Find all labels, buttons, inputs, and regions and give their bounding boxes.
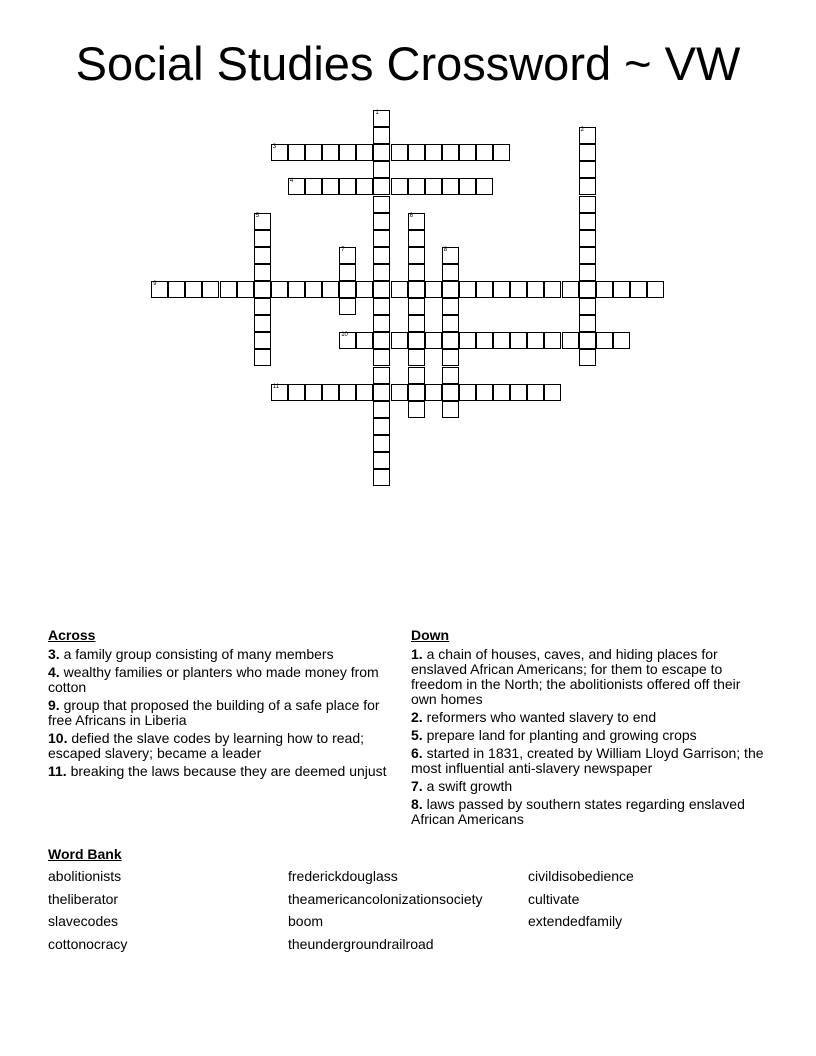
grid-cell[interactable] <box>339 384 356 401</box>
grid-cell[interactable] <box>544 281 561 298</box>
grid-cell[interactable] <box>373 127 390 144</box>
grid-cell[interactable] <box>579 315 596 332</box>
grid-cell[interactable] <box>339 298 356 315</box>
grid-cell[interactable] <box>373 281 390 298</box>
grid-cell[interactable] <box>476 332 493 349</box>
grid-cell[interactable] <box>373 315 390 332</box>
grid-cell[interactable] <box>425 384 442 401</box>
grid-cell[interactable] <box>339 264 356 281</box>
grid-cell[interactable] <box>288 281 305 298</box>
grid-cell[interactable] <box>442 332 459 349</box>
grid-cell[interactable] <box>579 196 596 213</box>
grid-cell[interactable] <box>254 247 271 264</box>
grid-cell[interactable] <box>305 384 322 401</box>
grid-cell[interactable] <box>579 127 596 144</box>
grid-cell[interactable] <box>305 144 322 161</box>
grid-cell[interactable] <box>185 281 202 298</box>
grid-cell[interactable] <box>527 281 544 298</box>
grid-cell[interactable] <box>168 281 185 298</box>
grid-cell[interactable] <box>408 315 425 332</box>
word-bank-column <box>48 868 127 958</box>
across-clue: 9. group that proposed the building of a safe place for free Africans in Liberia <box>48 697 380 728</box>
grid-cell[interactable] <box>425 332 442 349</box>
grid-cell[interactable] <box>373 469 390 486</box>
grid-cell[interactable] <box>442 349 459 366</box>
grid-cell[interactable] <box>442 264 459 281</box>
grid-cell[interactable] <box>408 367 425 384</box>
grid-cell[interactable] <box>579 332 596 349</box>
grid-cell[interactable] <box>391 281 408 298</box>
grid-cell[interactable] <box>613 332 630 349</box>
grid-cell[interactable] <box>442 401 459 418</box>
down-clue: 7. a swift growth <box>411 778 513 794</box>
grid-cell[interactable] <box>373 367 390 384</box>
grid-cell[interactable] <box>476 178 493 195</box>
grid-cell[interactable] <box>373 213 390 230</box>
grid-cell[interactable] <box>373 401 390 418</box>
grid-cell[interactable] <box>305 178 322 195</box>
grid-cell[interactable] <box>408 401 425 418</box>
crossword-grid <box>0 0 816 500</box>
grid-cell[interactable] <box>579 230 596 247</box>
grid-cell[interactable] <box>408 281 425 298</box>
grid-cell[interactable] <box>442 178 459 195</box>
clue-number: 8 <box>443 246 448 253</box>
grid-cell[interactable] <box>579 161 596 178</box>
grid-cell[interactable] <box>271 281 288 298</box>
grid-cell[interactable] <box>493 281 510 298</box>
grid-cell[interactable] <box>408 332 425 349</box>
grid-cell[interactable] <box>373 247 390 264</box>
grid-cell[interactable] <box>493 384 510 401</box>
across-clue: 4. wealthy families or planters who made money from cotton <box>48 664 379 695</box>
grid-cell[interactable] <box>254 315 271 332</box>
grid-cell[interactable] <box>408 264 425 281</box>
grid-cell[interactable] <box>356 281 373 298</box>
clue-number: 9 <box>153 281 157 287</box>
grid-cell[interactable] <box>579 349 596 366</box>
grid-cell[interactable] <box>373 144 390 161</box>
grid-cell[interactable] <box>322 384 339 401</box>
grid-cell[interactable] <box>647 281 664 298</box>
word-bank-item: theliberator <box>48 890 119 907</box>
grid-cell[interactable] <box>373 435 390 452</box>
grid-cell[interactable] <box>271 384 288 401</box>
page-title: Social Studies Crossword ~ VW <box>75 37 741 90</box>
grid-cell[interactable] <box>373 196 390 213</box>
grid-cell[interactable] <box>408 144 425 161</box>
grid-cell[interactable] <box>527 384 544 401</box>
grid-cell[interactable] <box>613 281 630 298</box>
grid-cell[interactable] <box>237 281 254 298</box>
down-clue: 6. started in 1831, created by William Lloyd Garrison; the most influential anti-slavery newspaper <box>411 745 764 776</box>
clue-number: 5 <box>255 212 260 219</box>
grid-cell[interactable] <box>408 178 425 195</box>
word-bank <box>48 846 768 952</box>
grid-cell[interactable] <box>408 213 425 230</box>
grid-cell[interactable] <box>442 315 459 332</box>
clue-number: 3 <box>272 144 277 151</box>
grid-cell[interactable] <box>579 178 596 195</box>
word-bank-item: theamericancolonizationsociety <box>288 890 483 907</box>
word-bank-title: Word Bank <box>48 846 122 862</box>
grid-cell[interactable] <box>476 144 493 161</box>
grid-cell[interactable] <box>373 452 390 469</box>
grid-cell[interactable] <box>630 281 647 298</box>
grid-cell[interactable] <box>544 384 561 401</box>
grid-cell[interactable] <box>510 332 527 349</box>
grid-cell[interactable] <box>322 281 339 298</box>
grid-cell[interactable] <box>544 332 561 349</box>
grid-cell[interactable] <box>596 332 613 349</box>
grid-cell[interactable] <box>562 281 579 298</box>
word-bank-item: frederickdouglass <box>288 868 398 884</box>
clue-number: 10 <box>341 332 348 339</box>
clue-number: 1 <box>375 110 379 116</box>
grid-cell[interactable] <box>408 230 425 247</box>
grid-cell[interactable] <box>425 178 442 195</box>
grid-cell[interactable] <box>442 384 459 401</box>
grid-cell[interactable] <box>459 178 476 195</box>
grid-cell[interactable] <box>596 281 613 298</box>
grid-cell[interactable] <box>408 384 425 401</box>
grid-cell[interactable] <box>373 384 390 401</box>
grid-cell[interactable] <box>442 247 459 264</box>
grid-cell[interactable] <box>579 247 596 264</box>
word-bank-column <box>288 868 483 958</box>
grid-cell[interactable] <box>391 178 408 195</box>
grid-cell[interactable] <box>459 332 476 349</box>
grid-cell[interactable] <box>305 281 322 298</box>
grid-cell[interactable] <box>339 281 356 298</box>
grid-cell[interactable] <box>579 144 596 161</box>
grid-cell[interactable] <box>322 178 339 195</box>
across-clue: 3. a family group consisting of many members <box>48 646 334 662</box>
grid-cell[interactable] <box>476 281 493 298</box>
grid-cell[interactable] <box>408 349 425 366</box>
across-clue: 10. defied the slave codes by learning how to read; escaped slavery; became a leader <box>48 730 364 761</box>
grid-cell[interactable] <box>459 144 476 161</box>
word-bank-column <box>528 868 634 936</box>
grid-cell[interactable] <box>356 178 373 195</box>
grid-cell[interactable] <box>339 178 356 195</box>
grid-cell[interactable] <box>442 144 459 161</box>
down-clues <box>411 628 767 830</box>
grid-cell[interactable] <box>254 332 271 349</box>
grid-cell[interactable] <box>459 384 476 401</box>
grid-cell[interactable] <box>425 144 442 161</box>
across-heading: Across <box>48 627 96 643</box>
grid-cell[interactable] <box>151 281 168 298</box>
grid-cell[interactable] <box>373 230 390 247</box>
word-bank-item: theundergroundrailroad <box>288 935 434 952</box>
grid-cell[interactable] <box>356 384 373 401</box>
grid-cell[interactable] <box>254 349 271 366</box>
grid-cell[interactable] <box>391 384 408 401</box>
grid-cell[interactable] <box>442 298 459 315</box>
grid-cell[interactable] <box>373 178 390 195</box>
grid-cell[interactable] <box>510 281 527 298</box>
grid-cell[interactable] <box>510 384 527 401</box>
clue-number: 6 <box>409 212 413 219</box>
clue-number: 2 <box>580 127 584 134</box>
grid-cell[interactable] <box>373 418 390 435</box>
clue-number: 7 <box>341 246 345 253</box>
grid-cell[interactable] <box>271 144 288 161</box>
down-clue: 5. prepare land for planting and growing crops <box>411 727 697 743</box>
grid-cell[interactable] <box>493 144 510 161</box>
grid-cell[interactable] <box>391 144 408 161</box>
grid-cell[interactable] <box>373 298 390 315</box>
grid-cell[interactable] <box>579 264 596 281</box>
grid-cell[interactable] <box>373 264 390 281</box>
grid-cell[interactable] <box>391 332 408 349</box>
grid-cell[interactable] <box>579 213 596 230</box>
grid-cell[interactable] <box>288 178 305 195</box>
grid-cell[interactable] <box>339 144 356 161</box>
grid-cell[interactable] <box>442 367 459 384</box>
word-bank-item: civildisobedience <box>528 868 634 884</box>
across-clues <box>48 628 404 782</box>
word-bank-item: slavecodes <box>48 913 119 929</box>
grid-cell[interactable] <box>254 230 271 247</box>
grid-cell[interactable] <box>493 332 510 349</box>
grid-cell[interactable] <box>425 281 442 298</box>
grid-cell[interactable] <box>408 247 425 264</box>
grid-cell[interactable] <box>408 298 425 315</box>
word-bank-item: cultivate <box>528 890 580 907</box>
grid-cell[interactable] <box>288 384 305 401</box>
grid-cell[interactable] <box>476 384 493 401</box>
grid-cell[interactable] <box>288 144 305 161</box>
down-clue: 1. a chain of houses, caves, and hiding places for enslaved African Americans; for them to escape to freedom in the North; the abolitionists offered off their own homes <box>411 646 741 707</box>
grid-cell[interactable] <box>322 144 339 161</box>
grid-cell[interactable] <box>442 281 459 298</box>
grid-cell[interactable] <box>373 349 390 366</box>
grid-cell[interactable] <box>579 298 596 315</box>
grid-cell[interactable] <box>562 332 579 349</box>
down-heading: Down <box>411 627 450 643</box>
grid-cell[interactable] <box>579 281 596 298</box>
down-clue: 2. reformers who wanted slavery to end <box>411 709 657 725</box>
grid-cell[interactable] <box>254 264 271 281</box>
clue-number: 11 <box>272 383 280 390</box>
grid-cell[interactable] <box>254 281 271 298</box>
grid-cell[interactable] <box>373 161 390 178</box>
grid-cell[interactable] <box>356 332 373 349</box>
clue-number: 4 <box>289 178 294 185</box>
grid-cell[interactable] <box>373 110 390 127</box>
grid-cell[interactable] <box>254 213 271 230</box>
grid-cell[interactable] <box>339 332 356 349</box>
grid-cell[interactable] <box>220 281 237 298</box>
grid-cell[interactable] <box>373 332 390 349</box>
word-bank-item: cottonocracy <box>48 935 128 952</box>
across-clue: 11. breaking the laws because they are deemed unjust <box>48 763 387 779</box>
word-bank-item: extendedfamily <box>528 913 623 929</box>
word-bank-item: boom <box>288 913 324 929</box>
grid-cell[interactable] <box>356 144 373 161</box>
grid-cell[interactable] <box>527 332 544 349</box>
word-bank-item: abolitionists <box>48 868 122 884</box>
grid-cell[interactable] <box>459 281 476 298</box>
grid-cell[interactable] <box>254 298 271 315</box>
grid-cell[interactable] <box>202 281 219 298</box>
down-clue: 8. laws passed by southern states regarding enslaved African Americans <box>411 796 745 827</box>
grid-cell[interactable] <box>339 247 356 264</box>
